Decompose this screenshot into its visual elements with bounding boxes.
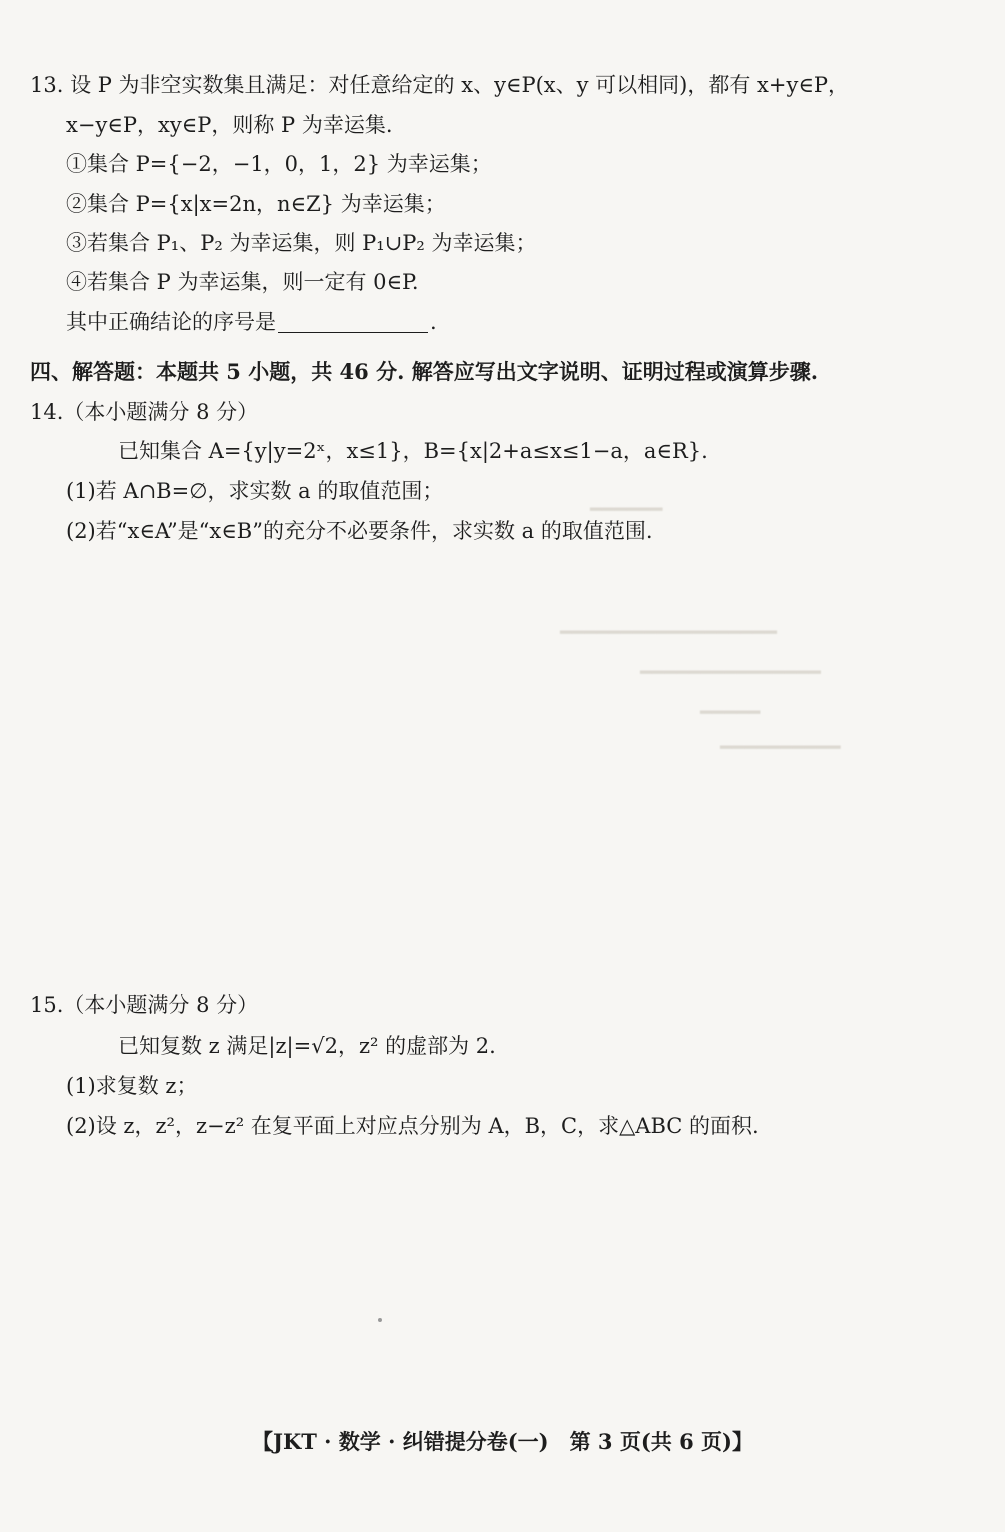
q13-answer-prompt: [66, 307, 437, 337]
bleed-through-mark: ━━━━━━━━━━━━━━━: [640, 660, 821, 684]
page-footer: 【JKT · 数学 · 纠错提分卷(一) 第 3 页(共 6 页)】: [252, 1429, 753, 1454]
section-4-heading: 四、解答题：本题共 5 小题，共 46 分. 解答应写出文字说明、证明过程或演算步骤.: [30, 359, 819, 384]
q13-option-1: ①集合 P={−2，−1，0，1，2} 为幸运集；: [66, 152, 492, 176]
q13-option-3: ③若集合 P₁、P₂ 为幸运集，则 P₁∪P₂ 为幸运集；: [66, 231, 537, 255]
bleed-through-mark: ━━━━━━━━━━━━━━━━━━: [560, 620, 777, 644]
q13-option-2: ②集合 P={x|x=2n，n∈Z} 为幸运集；: [66, 192, 446, 216]
q15-part-1: (1)求复数 z；: [66, 1074, 198, 1098]
ink-speck: [378, 1318, 382, 1322]
bleed-through-mark: ━━━━━━: [590, 497, 663, 521]
bleed-through-mark: ━━━━━━━━━━: [720, 735, 841, 759]
bleed-through-mark: ━━━━━: [700, 700, 761, 724]
q14-stem: 已知集合 A={y|y=2ˣ，x≤1}，B={x|2+a≤x≤1−a，a∈R}.: [118, 439, 708, 463]
q14-title: 14.（本小题满分 8 分）: [30, 400, 259, 424]
q13-line-2: x−y∈P，xy∈P，则称 P 为幸运集.: [66, 113, 393, 137]
q14-part-1: (1)若 A∩B=∅，求实数 a 的取值范围；: [66, 479, 444, 503]
q13-answer-prefix: 其中正确结论的序号是: [66, 310, 276, 334]
q13-option-4: ④若集合 P 为幸运集，则一定有 0∈P.: [66, 270, 419, 294]
q15-title: 15.（本小题满分 8 分）: [30, 993, 259, 1017]
q15-stem: 已知复数 z 满足|z|=√2，z² 的虚部为 2.: [118, 1034, 496, 1058]
q13-answer-blank[interactable]: [278, 310, 428, 333]
q15-part-2: (2)设 z，z²，z−z² 在复平面上对应点分别为 A，B，C，求△ABC 的面积.: [66, 1114, 759, 1138]
q13-line-1: 13. 设 P 为非空实数集且满足：对任意给定的 x、y∈P(x、y 可以相同)，都有 x+y∈P，: [30, 73, 850, 97]
q14-part-2: (2)若“x∈A”是“x∈B”的充分不必要条件，求实数 a 的取值范围.: [66, 519, 653, 543]
q13-answer-suffix: .: [430, 310, 437, 334]
